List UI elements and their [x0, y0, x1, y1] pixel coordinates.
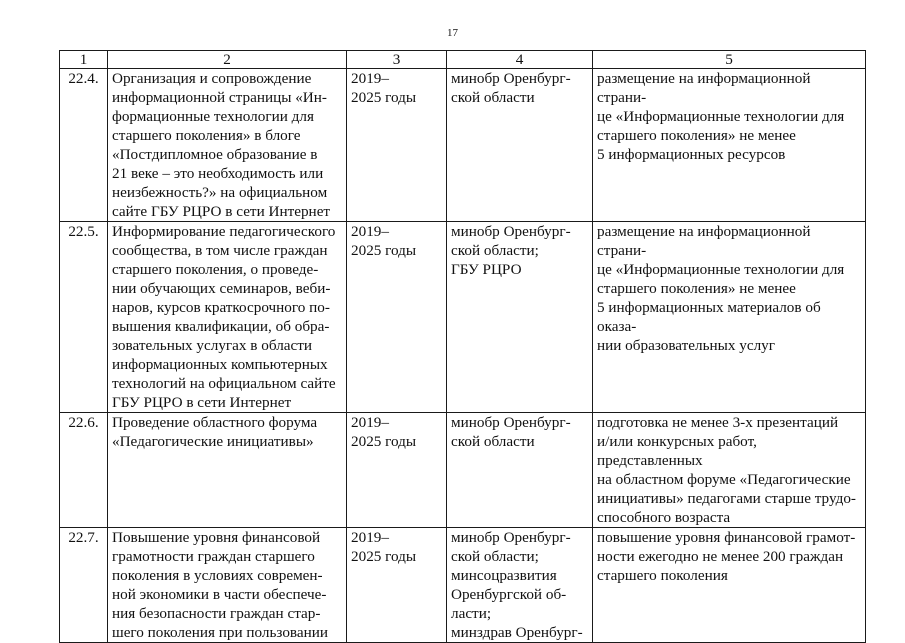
item-number: 22.6. — [60, 413, 108, 528]
item-number: 22.4. — [60, 69, 108, 222]
executor-cell: минобр Оренбург- ской области; ГБУ РЦРО — [447, 222, 593, 413]
executor-cell: минобр Оренбург- ской области; минсоцразвития Оренбургской об- ласти; минздрав Оренбург- — [447, 528, 593, 643]
period-cell: 2019– 2025 годы — [347, 222, 447, 413]
result-cell: размещение на информационной страни- це «Информационные технологии для старшего поколения» не менее 5 информационных материалов об оказа- нии образовательных услуг — [593, 222, 866, 413]
activity-cell: Проведение областного форума «Педагогические инициативы» — [108, 413, 347, 528]
measures-table — [59, 50, 866, 643]
result-cell: повышение уровня финансовой грамот- ности ежегодно не менее 200 граждан старшего поколения — [593, 528, 866, 643]
activity-cell: Информирование педагогического сообщества, в том числе граждан старшего поколения, о проведе- нии обучающих семинаров, веби- наров, курсов краткосрочного по- вышения квалификации, об обра- зовательных услугах в области информационных компьютерных технологий на официальном сайте ГБУ РЦРО в сети Интернет — [108, 222, 347, 413]
table-row — [60, 222, 866, 413]
item-number: 22.7. — [60, 528, 108, 643]
result-cell: размещение на информационной страни- це «Информационные технологии для старшего поколения» не менее 5 информационных ресурсов — [593, 69, 866, 222]
table-header-row — [60, 51, 866, 69]
activity-cell: Организация и сопровождение информационной страницы «Ин- формационные технологии для старшего поколения» в блоге «Постдипломное образование в 21 веке – это необходимость или неизбежность?» на официальном сайте ГБУ РЦРО в сети Интернет — [108, 69, 347, 222]
period-cell: 2019– 2025 годы — [347, 69, 447, 222]
table-row — [60, 413, 866, 528]
period-cell: 2019– 2025 годы — [347, 413, 447, 528]
period-cell: 2019– 2025 годы — [347, 528, 447, 643]
column-header-1: 1 — [60, 51, 108, 69]
column-header-4: 4 — [447, 51, 593, 69]
table-row — [60, 528, 866, 643]
table-row — [60, 69, 866, 222]
column-header-3: 3 — [347, 51, 447, 69]
item-number: 22.5. — [60, 222, 108, 413]
activity-cell: Повышение уровня финансовой грамотности граждан старшего поколения в условиях современ- ной экономики в части обеспече- ния безопасности граждан стар- шего поколения при пользовании — [108, 528, 347, 643]
executor-cell: минобр Оренбург- ской области — [447, 69, 593, 222]
column-header-5: 5 — [593, 51, 866, 69]
executor-cell: минобр Оренбург- ской области — [447, 413, 593, 528]
column-header-2: 2 — [108, 51, 347, 69]
page-number: 17 — [447, 27, 458, 39]
result-cell: подготовка не менее 3-х презентаций и/или конкурсных работ, представленных на областном форуме «Педагогические инициативы» педагогами старше трудо- способного возраста — [593, 413, 866, 528]
